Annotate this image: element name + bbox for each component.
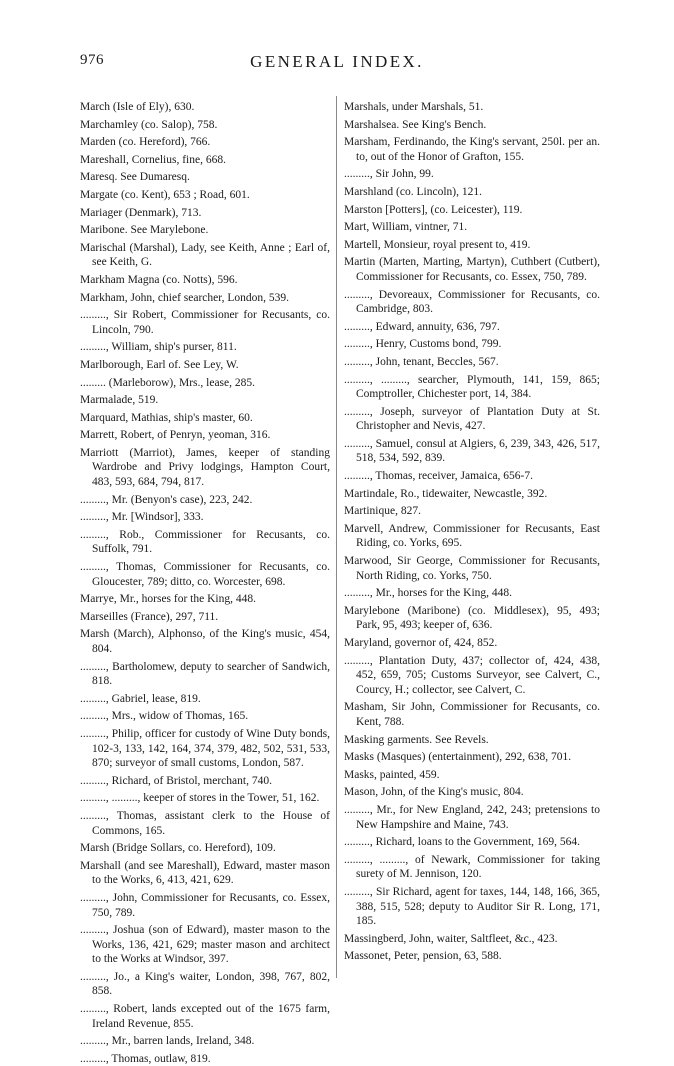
index-entry: ........., Richard, of Bristol, merchant, 740. (80, 774, 272, 787)
index-entry: ........., ........., keeper of stores in the Tower, 51, 162. (80, 792, 320, 805)
index-entry: ........., Sir Robert, Commissioner for Recusants, co. Lincoln, 790. (80, 309, 330, 336)
index-entry: ........., Mr. (Benyon's case), 223, 242. (80, 493, 253, 506)
index-entry: Massingberd, John, waiter, Saltfleet, &c., 423. (344, 932, 558, 945)
index-entry: Marriott (Marriot), James, keeper of standing Wardrobe and Privy lodgings, Hampton Court, 483, 593, 684, 794, 817. (80, 446, 330, 489)
index-entry: Martindale, Ro., tidewaiter, Newcastle, 392. (344, 487, 548, 500)
index-entry: Markham, John, chief searcher, London, 539. (80, 291, 290, 304)
index-entry: Marshland (co. Lincoln), 121. (344, 185, 482, 198)
index-entry: Mareshall, Cornelius, fine, 668. (80, 153, 226, 166)
index-entry: ........., Edward, annuity, 636, 797. (344, 320, 500, 333)
index-entry: March (Isle of Ely), 630. (80, 101, 195, 113)
index-entry: ........., Thomas, receiver, Jamaica, 656-7. (344, 470, 534, 483)
index-entry: ........., Sir John, 99. (344, 168, 434, 181)
index-entry: Martinique, 827. (344, 505, 421, 518)
index-entry: Marylebone (Maribone) (co. Middlesex), 95, 493; Park, 95, 493; keeper of, 636. (344, 604, 600, 632)
index-entry: Masks, painted, 459. (344, 768, 440, 781)
index-entry: ........., Joshua (son of Edward), master mason to the Works, 136, 421, 629; master mason and architect to the Works at Windsor, 397. (80, 924, 330, 966)
index-entry: ........., Bartholomew, deputy to searcher of Sandwich, 818. (80, 660, 330, 688)
index-entry: ........., Thomas, Commissioner for Recusants, co. Gloucester, 789; ditto, co. Worcester, 698. (80, 561, 330, 588)
index-entry: Martin (Marten, Marting, Martyn), Cuthbert (Cutbert), Commissioner for Recusants, co. Essex, 750, 789. (344, 256, 600, 283)
index-entry: Marsham, Ferdinando, the King's servant, 250l. per an. to, out of the Honor of Grafton, 155. (344, 136, 600, 163)
index-entry: ........., ........., searcher, Plymouth, 141, 159, 865; Comptroller, Chichester port, 14, 384. (344, 373, 600, 401)
index-column-left (80, 100, 330, 1065)
index-entry: Marrye, Mr., horses for the King, 448. (80, 593, 256, 606)
index-entry: Marston [Potters], (co. Leicester), 119. (344, 203, 523, 216)
index-entry: Marmalade, 519. (80, 394, 159, 407)
index-entry: Mason, John, of the King's music, 804. (344, 786, 524, 799)
index-entry: ........., Samuel, consul at Algiers, 6, 239, 343, 426, 517, 518, 534, 592, 839. (344, 437, 600, 465)
index-entry: Marshalsea. See King's Bench. (344, 118, 487, 131)
page-number: 976 (80, 52, 104, 68)
index-entry: ........., Henry, Customs bond, 799. (344, 338, 502, 351)
index-entry: ........., Mr., horses for the King, 448. (344, 587, 513, 600)
index-entry: ........., Mrs., widow of Thomas, 165. (80, 710, 249, 723)
index-entry: Margate (co. Kent), 653 ; Road, 601. (80, 188, 250, 201)
index-entry: ........., Richard, loans to the Government, 169, 564. (344, 836, 581, 849)
index-entry: ........., John, Commissioner for Recusants, co. Essex, 750, 789. (80, 891, 330, 919)
index-entry: ........., Mr., barren lands, Ireland, 348. (80, 1035, 255, 1048)
index-entry: ......... (Marleborow), Mrs., lease, 285. (80, 376, 256, 389)
index-entry: Marsh (Bridge Sollars, co. Hereford), 109. (80, 842, 276, 855)
index-entry: ........., Joseph, surveyor of Plantation Duty at St. Christopher and Nevis, 427. (344, 405, 600, 433)
index-entry: ........., Thomas, assistant clerk to the House of Commons, 165. (80, 809, 330, 837)
index-entry: Marchamley (co. Salop), 758. (80, 118, 218, 131)
index-entry: ........., Devoreaux, Commissioner for Recusants, co. Cambridge, 803. (344, 288, 600, 316)
index-entry: ........., Mr., for New England, 242, 243; pretensions to New Hampshire and Maine, 743. (344, 803, 600, 831)
index-column-right (344, 100, 600, 980)
running-head: GENERAL INDEX. (250, 52, 424, 71)
index-entry: Marvell, Andrew, Commissioner for Recusants, East Riding, co. Yorks, 695. (344, 522, 600, 550)
index-entry: ........., Mr. [Windsor], 333. (80, 511, 204, 524)
index-entry: Marden (co. Hereford), 766. (80, 136, 211, 149)
index-entry: Marlborough, Earl of. See Ley, W. (80, 358, 239, 371)
index-entry: ........., Philip, officer for custody of Wine Duty bonds, 102-3, 133, 142, 164, 374, 379, 482, 502, 531, 533, 870; surveyor of small customs, London, 587. (80, 727, 330, 770)
index-entry: Maribone. See Marylebone. (80, 224, 209, 237)
index-entry: Marshall (and see Mareshall), Edward, master mason to the Works, 6, 413, 421, 629. (80, 859, 330, 887)
index-entry: Masking garments. See Revels. (344, 733, 489, 746)
index-entry: Marquard, Mathias, ship's master, 60. (80, 411, 253, 424)
index-entry: ........., Robert, lands excepted out of the 1675 farm, Ireland Revenue, 855. (80, 1003, 330, 1030)
index-entry: Mart, William, vintner, 71. (344, 221, 468, 234)
index-entry: Marseilles (France), 297, 711. (80, 610, 219, 623)
column-divider (336, 96, 337, 978)
index-entry: ........., Sir Richard, agent for taxes, 144, 148, 166, 365, 388, 515, 528; deputy to Auditor Sir R. Long, 171, 185. (344, 885, 600, 928)
index-entry: Marrett, Robert, of Penryn, yeoman, 316. (80, 429, 271, 442)
index-entry: Markham Magna (co. Notts), 596. (80, 273, 238, 286)
index-entry: Marischal (Marshal), Lady, see Keith, Anne ; Earl of, see Keith, G. (80, 241, 330, 269)
index-entry: ........., John, tenant, Beccles, 567. (344, 355, 499, 368)
index-entry: ........., ........., of Newark, Commissioner for taking surety of M. Jennison, 120. (344, 853, 600, 881)
index-entry: Marsh (March), Alphonso, of the King's music, 454, 804. (80, 628, 330, 655)
index-entry: Mariager (Denmark), 713. (80, 206, 202, 219)
index-entry: ........., Gabriel, lease, 819. (80, 692, 201, 705)
index-entry: Masham, Sir John, Commissioner for Recusants, co. Kent, 788. (344, 701, 600, 728)
index-entry: ........., Thomas, outlaw, 819. (80, 1052, 211, 1065)
index-entry: Massonet, Peter, pension, 63, 588. (344, 950, 502, 963)
index-entry: Martell, Monsieur, royal present to, 419. (344, 238, 531, 251)
index-entry: Maryland, governor of, 424, 852. (344, 637, 498, 649)
index-entry: ........., Jo., a King's waiter, London, 398, 767, 802, 858. (80, 970, 330, 998)
index-entry: Maresq. See Dumaresq. (80, 171, 190, 184)
index-entry: Marwood, Sir George, Commissioner for Recusants, North Riding, co. Yorks, 750. (344, 555, 600, 582)
index-entry: Masks (Masques) (entertainment), 292, 638, 701. (344, 751, 572, 764)
index-entry: Marshals, under Marshals, 51. (344, 101, 484, 113)
index-entry: ........., William, ship's purser, 811. (80, 341, 237, 354)
index-entry: ........., Rob., Commissioner for Recusants, co. Suffolk, 791. (80, 528, 330, 556)
index-entry: ........., Plantation Duty, 437; collector of, 424, 438, 452, 659, 705; Customs Surveyor, see Calvert, C., Courcy, H.; collector, see Calvert, C. (344, 654, 600, 696)
